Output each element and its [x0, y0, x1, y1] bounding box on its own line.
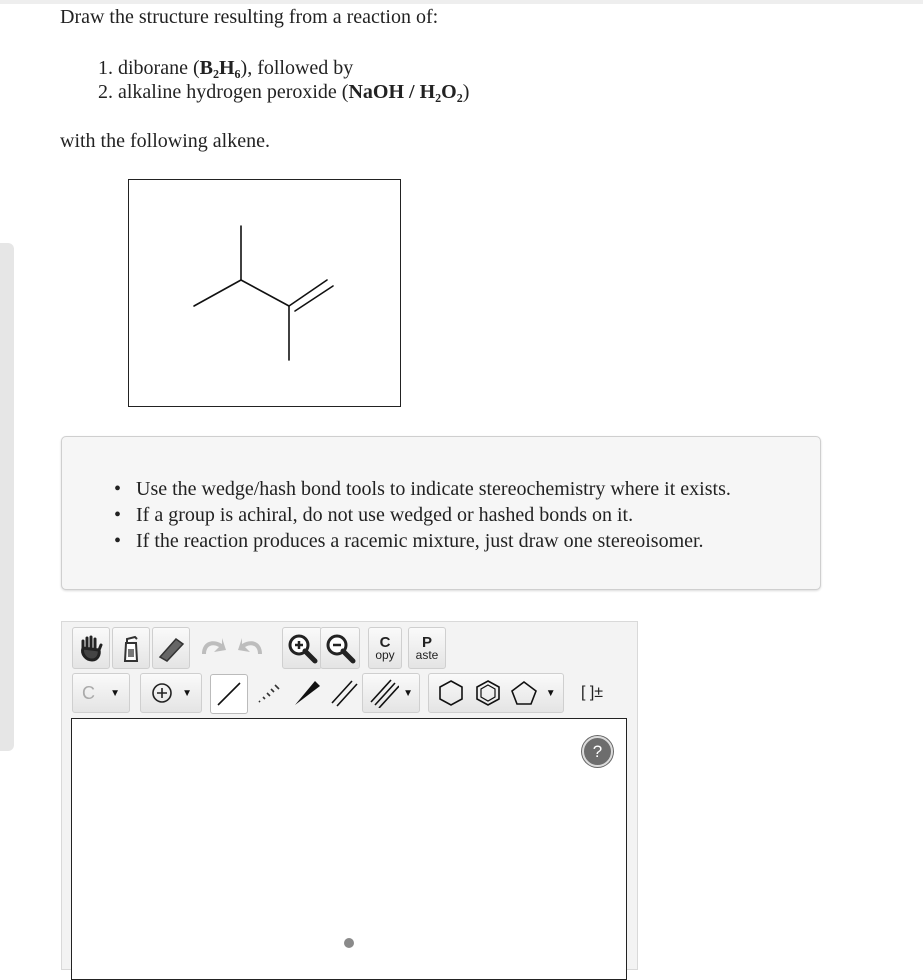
- redo-icon: [236, 632, 268, 662]
- reagent-step-1: [98, 56, 469, 80]
- help-button[interactable]: [582, 736, 613, 767]
- atom-selector[interactable]: [72, 673, 130, 713]
- undo-button[interactable]: [196, 629, 228, 665]
- instruction-item: • If the reaction produces a racemic mixture, just draw one stereoisomer.: [114, 528, 731, 554]
- hash-bond-button[interactable]: [250, 674, 286, 712]
- bracket-charge-label: [ ]±: [580, 684, 604, 701]
- zoom-in-icon: [286, 632, 318, 664]
- eraser-icon: [156, 633, 186, 663]
- hand-icon: [78, 634, 104, 662]
- copy-button[interactable]: [368, 627, 402, 669]
- clean-tool-button[interactable]: [112, 627, 150, 669]
- atom-selector-value: C: [82, 682, 95, 703]
- charge-plus-icon: [150, 681, 174, 705]
- eraser-button[interactable]: [152, 627, 190, 669]
- step-text: alkaline hydrogen peroxide (: [118, 81, 349, 103]
- step-formula: NaOH / H₂O₂: [348, 81, 463, 103]
- top-bar: [0, 0, 923, 4]
- benzene-icon: [473, 678, 503, 708]
- paste-button[interactable]: [408, 627, 446, 669]
- hand-tool-button[interactable]: [72, 627, 110, 669]
- paste-label-small: aste: [415, 647, 439, 662]
- spray-bottle-icon: [119, 633, 143, 663]
- single-bond-icon: [214, 679, 244, 709]
- step-formula: B₂H₆: [199, 57, 241, 79]
- wedge-bond-button[interactable]: [288, 674, 324, 712]
- cyclopentane-icon: [509, 678, 539, 708]
- step-text: diborane (: [118, 57, 200, 79]
- triple-bond-selector[interactable]: [362, 673, 420, 713]
- alkene-skeletal-formula: [129, 180, 400, 406]
- step-suffix: ): [462, 81, 470, 103]
- instructions-box: [61, 436, 821, 590]
- reagent-steps: [98, 56, 469, 104]
- step-number: 1.: [98, 57, 113, 79]
- bracket-charge-button[interactable]: [570, 674, 614, 712]
- step-suffix: ), followed by: [240, 57, 354, 79]
- question-intro: Draw the structure resulting from a reaction of:: [60, 6, 439, 28]
- double-bond-button[interactable]: [326, 674, 362, 712]
- alkene-structure: [128, 179, 401, 407]
- copy-label-big: C: [379, 633, 391, 651]
- chevron-down-icon: ▼: [110, 687, 120, 699]
- left-scrollbar[interactable]: [0, 243, 14, 751]
- canvas-cursor-dot: [344, 938, 354, 948]
- hash-bond-icon: [253, 678, 283, 708]
- zoom-in-button[interactable]: [282, 627, 322, 669]
- paste-label-big: P: [421, 633, 432, 651]
- instructions-list: [114, 476, 731, 554]
- chevron-down-icon: ▼: [545, 687, 556, 699]
- triple-bond-icon: [369, 678, 399, 708]
- step-number: 2.: [98, 81, 113, 103]
- ring-template-selector[interactable]: [428, 673, 564, 713]
- cyclohexane-icon: [436, 678, 466, 708]
- zoom-out-button[interactable]: [320, 627, 360, 669]
- question-after: with the following alkene.: [60, 130, 270, 152]
- reagent-step-2: [98, 80, 469, 104]
- chevron-down-icon: ▼: [403, 687, 413, 699]
- redo-button[interactable]: [236, 629, 268, 665]
- instruction-item: • Use the wedge/hash bond tools to indicate stereochemistry where it exists.: [114, 476, 731, 502]
- double-bond-icon: [329, 678, 359, 708]
- zoom-out-icon: [324, 632, 356, 664]
- help-icon: ?: [592, 741, 603, 761]
- charge-selector[interactable]: [140, 673, 202, 713]
- chevron-down-icon: ▼: [182, 687, 192, 699]
- undo-icon: [196, 632, 228, 662]
- wedge-bond-icon: [291, 678, 321, 708]
- instruction-item: • If a group is achiral, do not use wedged or hashed bonds on it.: [114, 502, 731, 528]
- single-bond-button[interactable]: [210, 674, 248, 714]
- copy-label-small: opy: [375, 647, 395, 662]
